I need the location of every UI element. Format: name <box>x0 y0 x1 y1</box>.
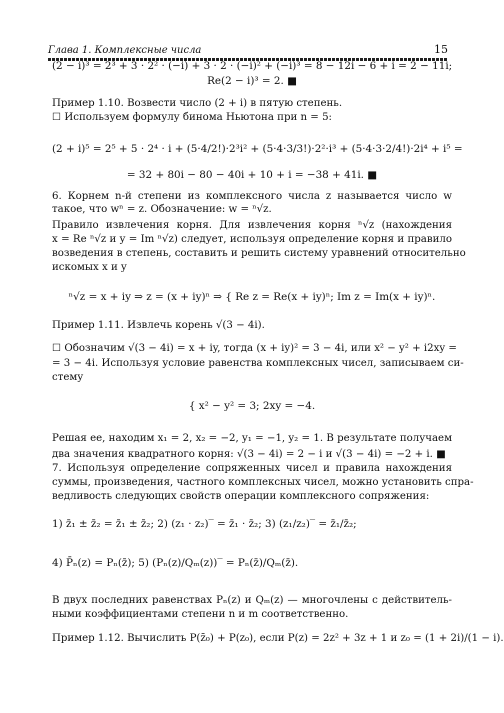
text-line: возведения в степень, составить и решить систему уравнений относительно <box>52 248 466 259</box>
text-line: (2 − i)³ = 2³ + 3 · 2² · (−i) + 3 · 2 · (−i)² + (−i)³ = 8 − 12i − 6 + i = 2 − 11i; <box>52 60 453 72</box>
text-line: В двух последних равенствах Pₙ(z) и Qₘ(z) — многочлены с действитель- <box>52 595 452 606</box>
text-line: Правило извлечения корня. Для извлечения корня ⁿ√z (нахождения <box>52 220 452 231</box>
text-line: ведливость следующих свойств операции комплексного сопряжения: <box>52 491 430 502</box>
text-line: искомых x и y <box>52 262 127 273</box>
text-line: ⁿ√z = x + iy ⇒ z = (x + iy)ⁿ ⇒ { Re z = Re(x + iy)ⁿ; Im z = Im(x + iy)ⁿ. <box>68 291 436 303</box>
text-line: 1) z̄₁ ± z̄₂ = z̄₁ ± z̄₂; 2) (z₁ · z₂)‾ = z̄₁ · z̄₂; 3) (z₁/z₂)‾ = z̄₁/z̄₂; <box>52 518 357 530</box>
text-line: x = Re ⁿ√z и y = Im ⁿ√z) следует, используя определение корня и правило <box>52 234 452 245</box>
text-line: = 3 − 4i. Используя условие равенства комплексных чисел, записываем си- <box>52 358 464 369</box>
text-line: ☐ Обозначим √(3 − 4i) = x + iy, тогда (x + iy)² = 3 − 4i, или x² − y² + i2xy = <box>52 343 457 354</box>
text-line: такое, что wⁿ = z. Обозначение: w = ⁿ√z. <box>52 204 272 215</box>
page-header <box>48 40 448 56</box>
text-line: Решая ее, находим x₁ = 2, x₂ = −2, y₁ = −1, y₂ = 1. В результате получаем <box>52 433 452 444</box>
text-line: 4) P̄ₙ(z) = Pₙ(z̄); 5) (Pₙ(z)/Qₘ(z))‾ = Pₙ(z̄)/Qₘ(z̄). <box>52 557 299 569</box>
text-line: 7. Используя определение сопряженных чисел и правила нахождения <box>52 463 452 474</box>
text-line: два значения квадратного корня: √(3 − 4i) = 2 − i и √(3 − 4i) = −2 + i. ■ <box>52 449 446 460</box>
text-line: Пример 1.12. Вычислить P(z̄₀) + P(z₀), если P(z) = 2z² + 3z + 1 и z₀ = (1 + 2i)/(1 − i). <box>52 633 504 644</box>
text-line: (2 + i)⁵ = 2⁵ + 5 · 2⁴ · i + (5·4/2!)·2³i² + (5·4·3/3!)·2²·i³ + (5·4·3·2/4!)·2i⁴ + i⁵ = <box>52 143 463 155</box>
text-line: стему <box>52 372 84 383</box>
text-line: Re(2 − i)³ = 2. ■ <box>207 75 297 87</box>
text-line: ☐ Используем формулу бинома Ньютона при n = 5: <box>52 112 332 123</box>
text-line: ными коэффициентами степени n и m соответственно. <box>52 609 349 620</box>
text-line: суммы, произведения, частного комплексных чисел, можно установить спра- <box>52 477 474 488</box>
text-line: = 32 + 80i − 80 − 40i + 10 + i = −38 + 41i. ■ <box>126 169 378 181</box>
chapter-title: Глава 1. Комплексные числа <box>48 45 202 56</box>
text-line: Пример 1.10. Возвести число (2 + i) в пятую степень. <box>52 98 343 109</box>
text-line: 6. Корнем n-й степени из комплексного числа z называется число w <box>52 191 452 202</box>
text-line: Пример 1.11. Извлечь корень √(3 − 4i). <box>52 320 265 331</box>
page-number: 15 <box>434 43 448 56</box>
text-line: { x² − y² = 3; 2xy = −4. <box>188 400 316 412</box>
